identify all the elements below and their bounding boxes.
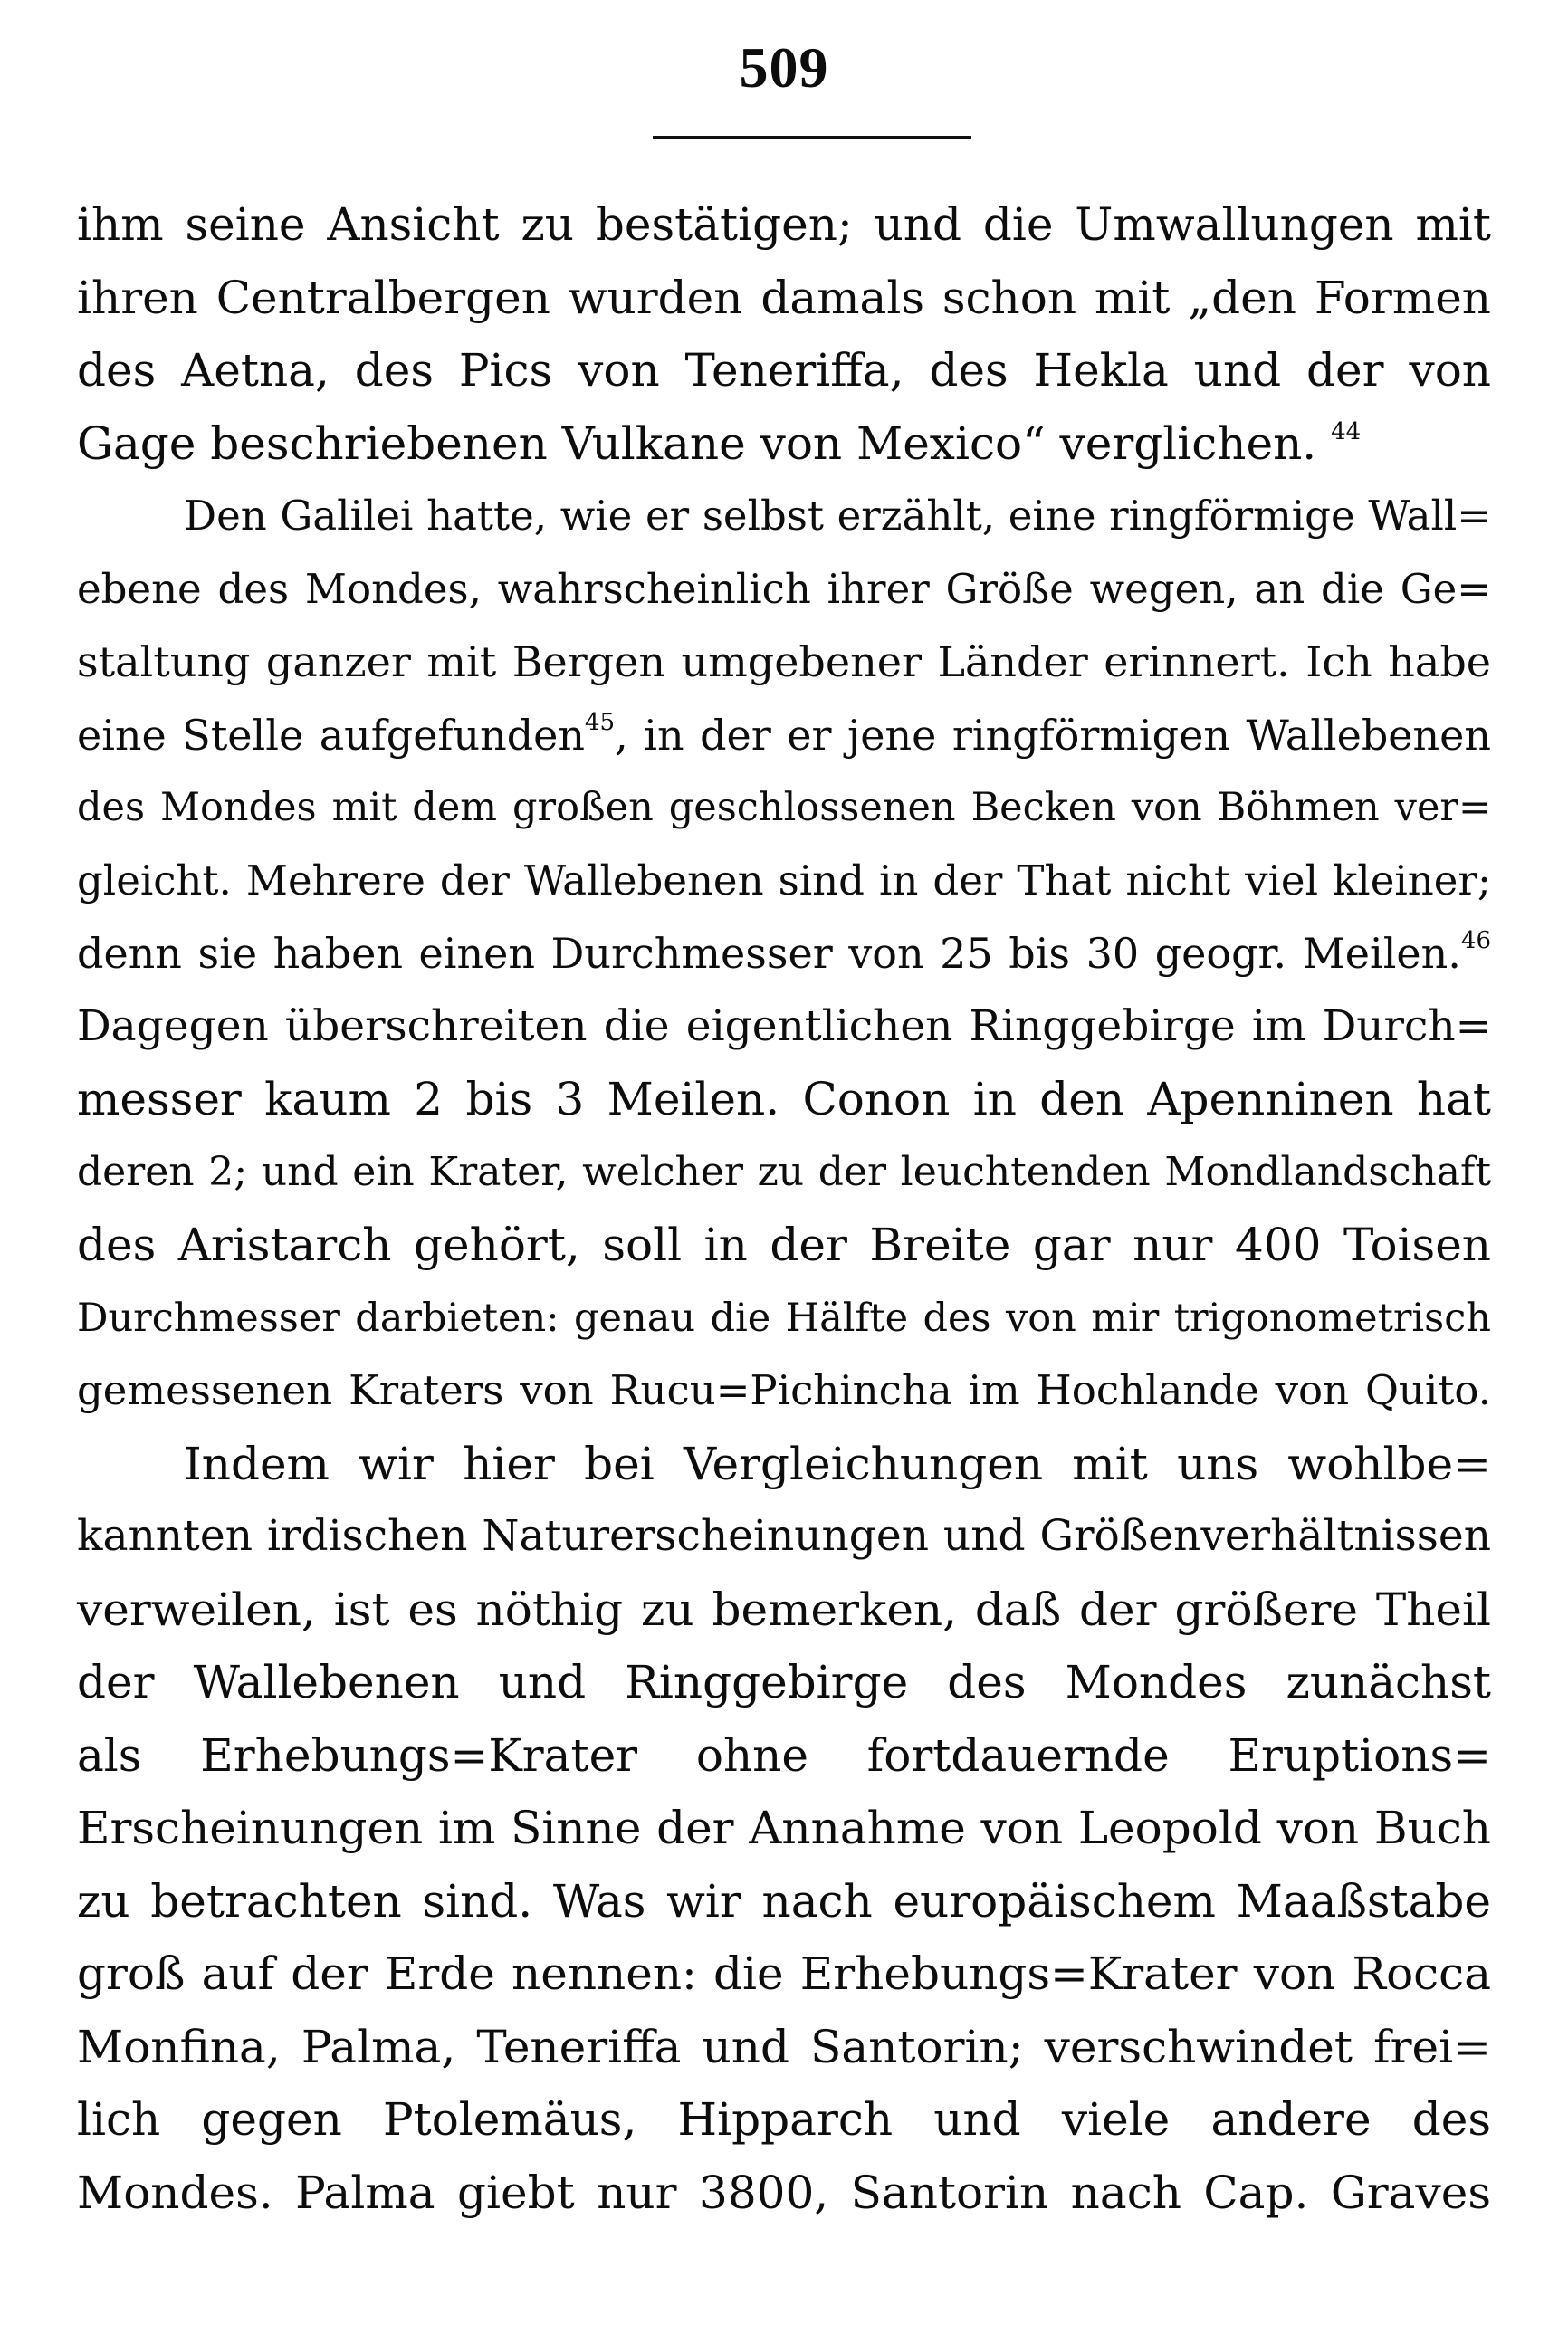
- text-line: Durchmesser darbieten: genau die Hälfte des von mir trigonometrisch: [77, 1295, 1491, 1341]
- text-line: des Aristarch gehört, soll in der Breite gar nur 400 Toisen: [77, 1219, 1491, 1271]
- footnote-marker: 46: [1460, 927, 1491, 954]
- text-line: Monfina, Palma, Teneriffa und Santorin; verschwindet frei=: [77, 2020, 1491, 2073]
- text-line: verweilen, ist es nöthig zu bemerken, daß der größere Theil: [77, 1583, 1491, 1636]
- text-line: der Wallebenen und Ringgebirge des Mondes zunächst: [77, 1656, 1491, 1708]
- footnote-marker: 45: [585, 708, 616, 736]
- text-line: ihm seine Ansicht zu bestätigen; und die Umwallungen mit: [77, 198, 1491, 251]
- text-line: zu betrachten sind. Was wir nach europäischem Maaßstabe: [77, 1874, 1491, 1928]
- text-line: messer kaum 2 bis 3 Meilen. Conon in den Apenninen hat: [77, 1073, 1491, 1125]
- text-line: Dagegen überschreiten die eigentlichen Ringgebirge im Durch=: [77, 1000, 1491, 1051]
- text-line: deren 2; und ein Krater, welcher zu der leuchtenden Mondlandschaft: [77, 1148, 1491, 1195]
- text-line: staltung ganzer mit Bergen umgebener Länder erinnert. Ich habe: [77, 637, 1491, 686]
- text-line: des Aetna, des Pics von Teneriffa, des Hekla und der von: [77, 344, 1491, 397]
- page-number: 509: [739, 35, 829, 100]
- text-line: gleicht. Mehrere der Wallebenen sind in der That nicht viel kleiner;: [77, 856, 1491, 904]
- text-line: Erscheinungen im Sinne der Annahme von Leopold von Buch: [77, 1802, 1491, 1854]
- text-line: gemessenen Kraters von Rucu=Pichincha im Hochlande von Quito.: [77, 1366, 1491, 1414]
- text-line: ihren Centralbergen wurden damals schon mit „den Formen: [77, 271, 1491, 324]
- text-line: Indem wir hier bei Vergleichungen mit uns wohlbe=: [184, 1437, 1491, 1490]
- text-line: Gage beschriebenen Vulkane von Mexico“ verglichen. $^{44}$: [77, 416, 1362, 470]
- text-line: eine Stelle aufgefunden$^{45}$, in der er jene ringförmigen Wallebenen: [77, 708, 1491, 760]
- body-text: [77, 188, 1491, 2229]
- text-line: lich gegen Ptolemäus, Hipparch und viele andere des: [77, 2093, 1491, 2146]
- text-line: groß auf der Erde nennen: die Erhebungs=Krater von Rocca: [77, 1947, 1491, 2000]
- text-line: kannten irdischen Naturerscheinungen und Größenverhältnissen: [77, 1511, 1491, 1561]
- text-line: des Mondes mit dem großen geschlossenen Becken von Böhmen ver=: [77, 785, 1491, 830]
- text-line: Mondes. Palma giebt nur 3800, Santorin nach Cap. Graves: [77, 2166, 1491, 2219]
- text-line: als Erhebungs=Krater ohne fortdauernde Eruptions=: [77, 1728, 1491, 1782]
- text-line: denn sie haben einen Durchmesser von 25 bis 30 geogr. Meilen.$^{46}$: [77, 927, 1491, 978]
- header-rule: [653, 136, 971, 139]
- footnote-marker: 44: [1331, 417, 1362, 445]
- text-line: ebene des Mondes, wahrscheinlich ihrer Größe wegen, an die Ge=: [77, 564, 1491, 613]
- text-line: Den Galilei hatte, wie er selbst erzählt, eine ringförmige Wall=: [184, 492, 1491, 540]
